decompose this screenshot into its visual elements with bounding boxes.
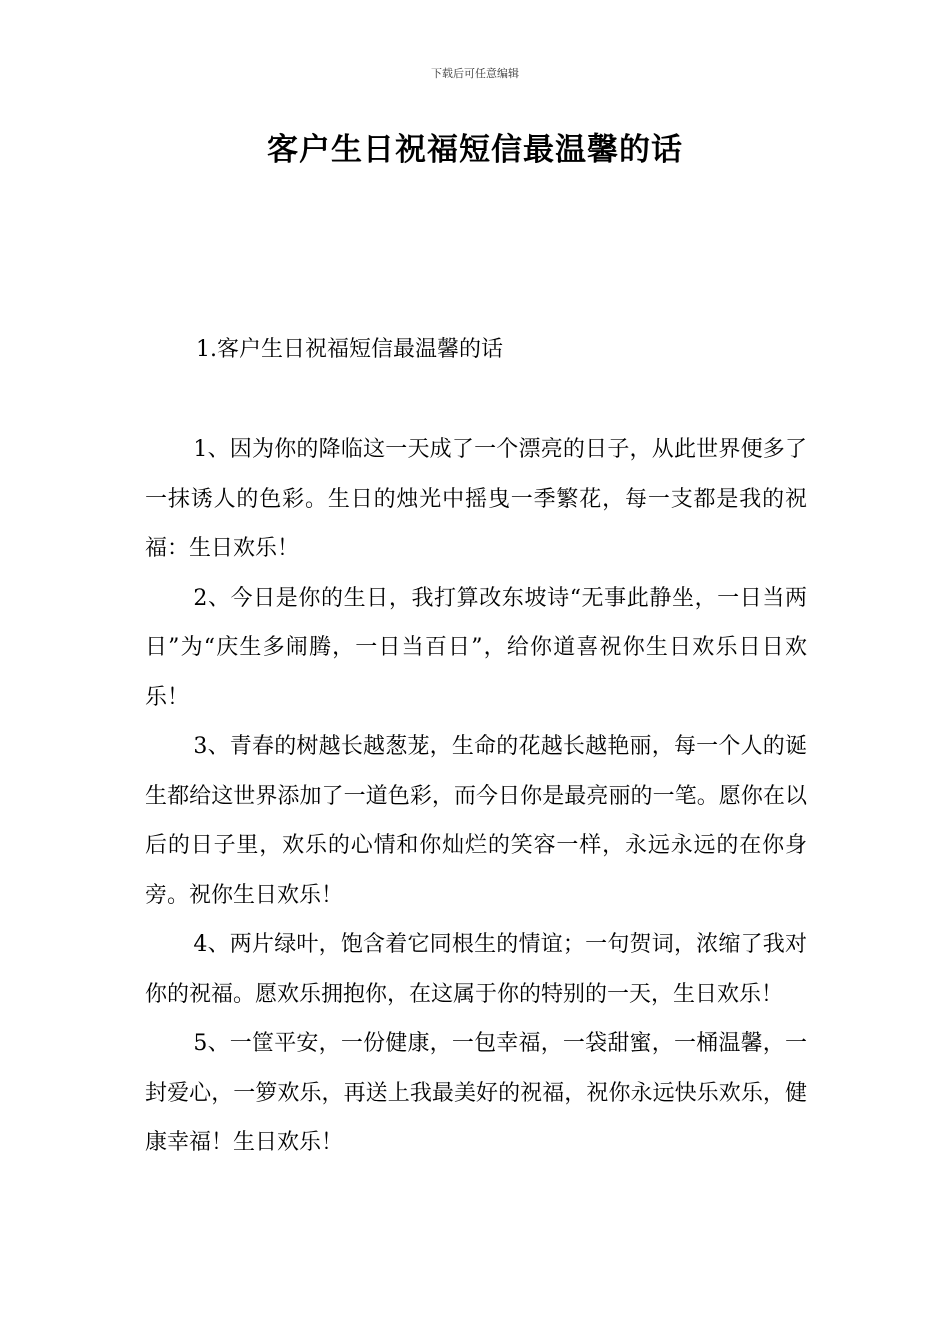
paragraph-1: 1、因为你的降临这一天成了一个漂亮的日子，从此世界便多了一抹诱人的色彩。生日的烛光中摇曳一季繁花，每一支都是我的祝福：生日欢乐！ — [145, 437, 807, 561]
header-note: 下载后可任意编辑 — [431, 67, 519, 80]
paragraph-5: 5、一筐平安，一份健康，一包幸福，一袋甜蜜，一桶温馨，一封爱心，一箩欢乐，再送上我最美好的祝福，祝你永远快乐欢乐，健康幸福！生日欢乐！ — [145, 1031, 807, 1155]
paragraph-3: 3、青春的树越长越葱茏，生命的花越长越艳丽，每一个人的诞生都给这世界添加了一道色彩，而今日你是最亮丽的一笔。愿你在以后的日子里，欢乐的心情和你灿烂的笑容一样，永远永远的在你身旁。祝你生日欢乐！ — [145, 734, 807, 908]
document-body — [145, 425, 807, 1168]
paragraph-2: 2、今日是你的生日，我打算改东坡诗“无事此静坐，一日当两日”为“庆生多闹腾，一日当百日”，给你道喜祝你生日欢乐日日欢乐！ — [145, 585, 807, 710]
document-title: 客户生日祝福短信最温馨的话 — [267, 132, 683, 168]
paragraph-4: 4、两片绿叶，饱含着它同根生的情谊；一句贺词，浓缩了我对你的祝福。愿欢乐拥抱你，在这属于你的特别的一天，生日欢乐！ — [145, 932, 807, 1007]
section-heading: 1.客户生日祝福短信最温馨的话 — [196, 337, 503, 362]
